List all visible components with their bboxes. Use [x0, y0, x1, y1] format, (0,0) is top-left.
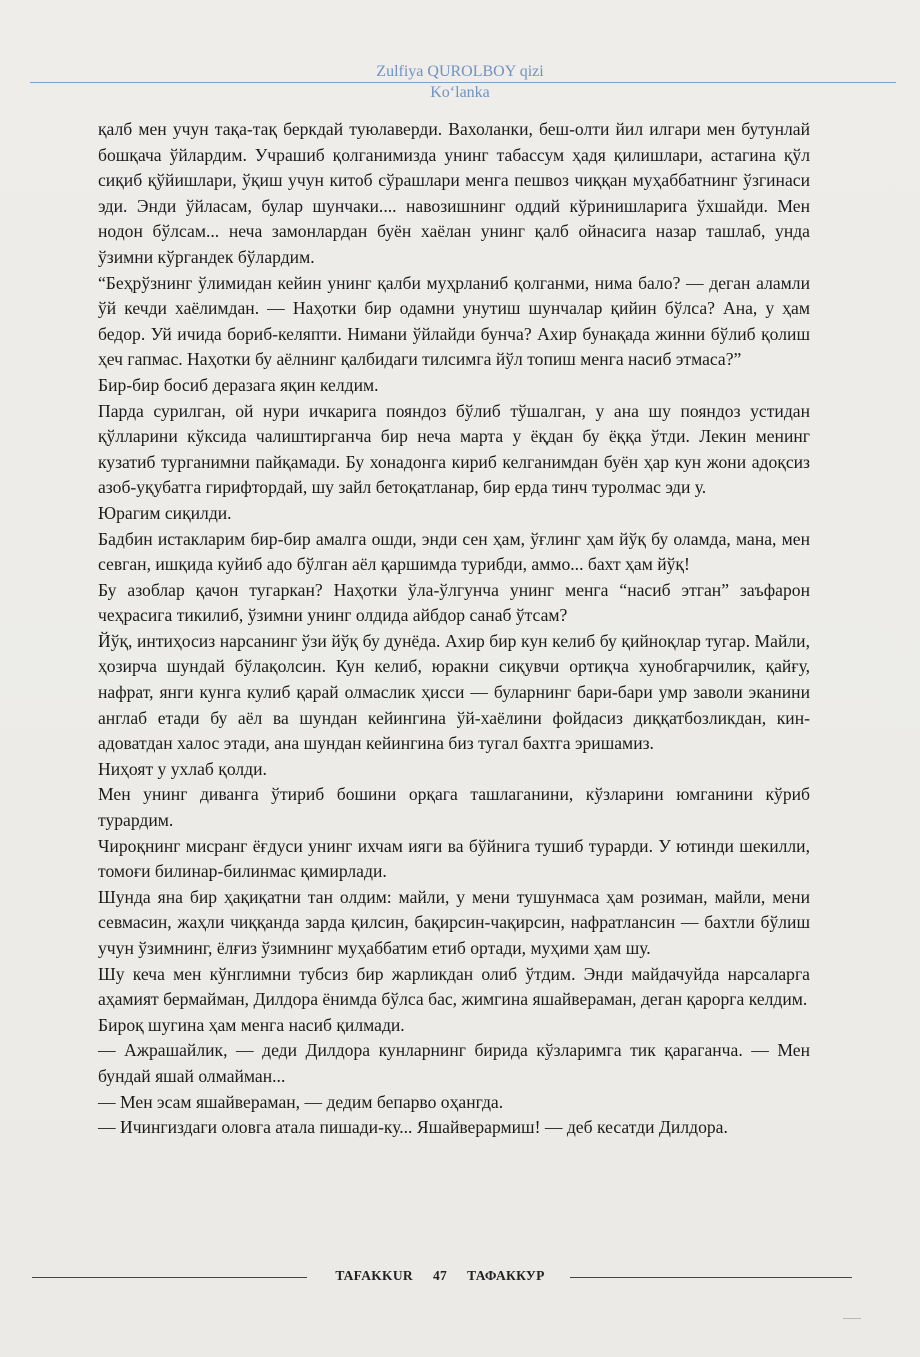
body-text — [98, 117, 810, 1141]
paragraph: Бадбин истакларим бир-бир амалга ошди, энди сен ҳам, ўғлинг ҳам йўқ бу оламда, мана, мен севган, ишқида куйиб адо бўлган аёл қаршимда турибди, аммо... бахт ҳам йўқ! — [98, 528, 810, 575]
footer-journal-cyrillic: ТАФАККУР — [467, 1268, 545, 1283]
paragraph: Парда сурилган, ой нури ичкарига пояндоз бўлиб тўшалган, у ана шу пояндоз устидан қўлларини кўксида чалиштирганча бир неча марта у ёқдан бу ёққа ўтди. Лекин менинг кузатиб турганимни пайқамади. Бу хонадонга кириб келганимдан буён ҳар кун жони адоқсиз азоб-уқубатга гирифтордай, шу зайл бетоқатланар, бир ерда тинч туролмас эди у. — [98, 400, 810, 498]
paragraph: Бироқ шугина ҳам менга насиб қилмади. — [98, 1014, 405, 1035]
footer-rule-right — [570, 1277, 852, 1278]
header-rule — [30, 82, 896, 83]
paragraph: Мен унинг диванга ўтириб бошини орқага ташлаганини, кўзларини юмганини кўриб турардим. — [98, 784, 810, 831]
paragraph: Чироқнинг мисранг ёғдуси унинг ихчам ияги ва бўйнига тушиб турарди. У ютинди шекилли, томоғи билинар-билинмас қимирлади. — [98, 835, 810, 882]
footer-journal-latin: TAFAKKUR — [335, 1268, 413, 1283]
paragraph: Шу кеча мен кўнглимни тубсиз бир жарликдан олиб ўтдим. Энди майдачуйда нарсаларга аҳамият бермайман, Дилдора ёнимда бўлса бас, жимгина яшайвераман, деган қарорга келдим. — [98, 963, 810, 1010]
page-number: 47 — [432, 1268, 448, 1283]
page-footer — [0, 1268, 920, 1288]
paragraph: қалб мен учун тақа-тақ беркдай туюлаверди. Вахоланки, беш-олти йил илгари мен бутунлай бошқача ўйлардим. Учрашиб қолганимизда унинг табассум ҳадя қилишлари, астагина қўл сиқиб қўйишлари, ўқиш учун китоб сўрашлари менга пешвоз чиққан муҳаббатнинг ўзгинаси эди. Энди ўйласам, булар шунчаки.... навозишнинг оддий кўринишларига ўхшайди. Мен нодон бўлсам... неча замонлардан буён хаёлан унинг қалб ойнасига назар ташлаб, унда ўзимни кўргандек бўлардим. — [98, 119, 810, 267]
paragraph: — Ажрашайлик, — деди Дилдора кунларнинг бирида кўзларимга тик қараганча. — Мен бундай яшай олмайман... — [98, 1040, 810, 1086]
paragraph: Бу азоблар қачон тугаркан? Наҳотки ўла-ўлгунча унинг менга “насиб этган” заъфарон чеҳрасига тикилиб, ўзимни унинг олдида айбдор санаб ўтсам? — [98, 579, 810, 626]
header-author: Zulfiya QUROLBOY qizi — [376, 63, 544, 80]
paragraph: “Беҳрўзнинг ўлимидан кейин унинг қалби муҳрланиб қолганми, нима бало? — деган аламли ўй кечди хаёлимдан. — Наҳотки бир одамни унутиш шунчалар қийин бўлса? Ана, у ҳам бедор. Уй ичида бориб-келяпти. Нимани ўйлайди бунча? Ахир бунақада жинни бўлиб қолиш ҳеч гапмас. Наҳотки бу аёлнинг қалбидаги тилсимга йўл топиш менга насиб этмаса?” — [98, 272, 810, 370]
paragraph: — Ичингиздаги оловга атала пишади-ку... Яшайверармиш! — деб кесатди Дилдора. — [98, 1117, 728, 1138]
margin-mark — [843, 1318, 861, 1319]
footer-rule-left — [32, 1277, 307, 1278]
paragraph: Бир-бир босиб деразага яқин келдим. — [98, 374, 379, 395]
footer-label — [315, 1268, 565, 1284]
paragraph: Ниҳоят у ухлаб қолди. — [98, 758, 267, 779]
paragraph: — Мен эсам яшайвераман, — дедим бепарво оҳангда. — [98, 1091, 504, 1112]
paragraph: Йўқ, интиҳосиз нарсанинг ўзи йўқ бу дунёда. Ахир бир кун келиб бу қийноқлар тугар. Майли, ҳозирча шундай бўлақолсин. Кун келиб, юракни сиқувчи ортиқча хунобгарчилик, қайғу, нафрат, янги кунга кулиб қарай олмаслик ҳисси — буларнинг бари-бари умр заволи эканини англаб етади бу аёл ва шундан кейингина ўй-хаёлини фойдасиз диққатбозликдан, кин-адоватдан халос этади, ана шундан кейингина биз тугал бахтга эришамиз. — [98, 630, 810, 754]
paragraph: Юрагим сиқилди. — [98, 502, 232, 523]
header-title: Ko‘lanka — [430, 84, 490, 101]
paragraph: Шунда яна бир ҳақиқатни тан олдим: майли, у мени тушунмаса ҳам розиман, майли, мени севмасин, жаҳли чиққанда зарда қилсин, бақирсин-чақирсин, нафратлансин — бахтли бўлиш учун ўзимнинг, ёлғиз ўзимнинг муҳаббатим етиб ортади, муҳими ҳам шу. — [98, 886, 810, 958]
